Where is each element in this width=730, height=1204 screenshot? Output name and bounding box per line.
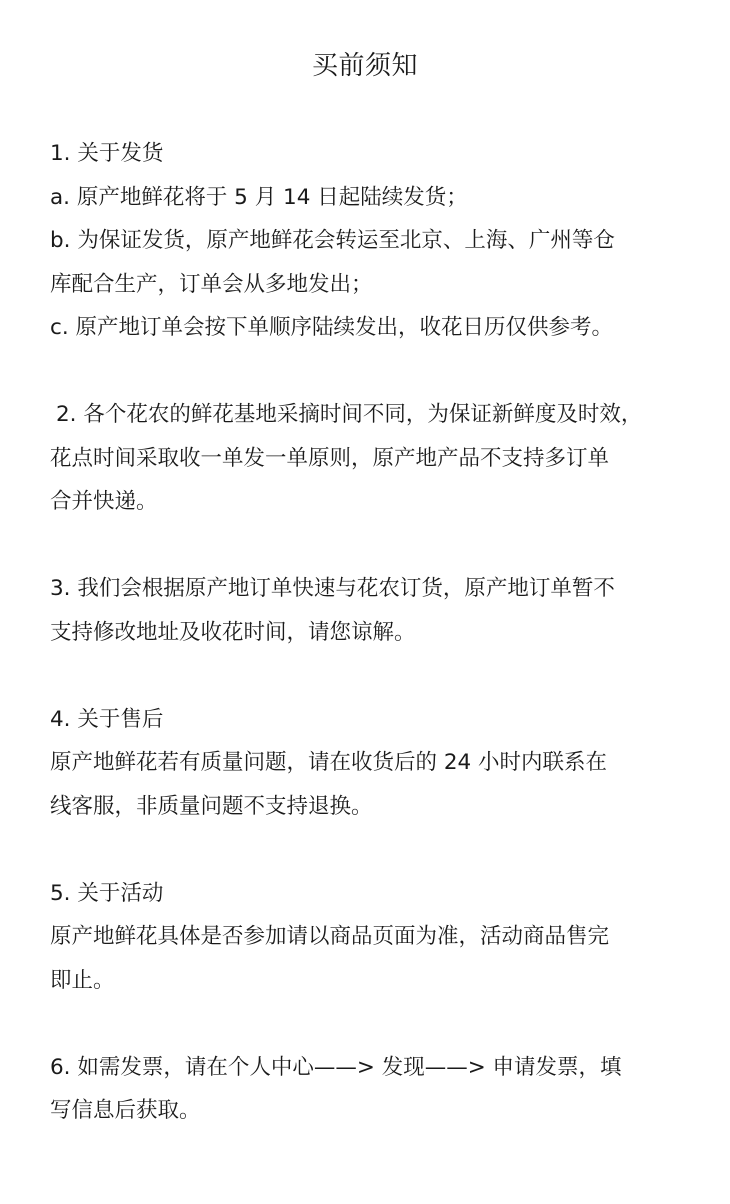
section-line: 原产地鲜花若有质量问题，请在收货后的 24 小时内联系在 bbox=[50, 750, 608, 775]
section-invoice bbox=[50, 1046, 682, 1133]
section-line: b. 为保证发货，原产地鲜花会转运至北京、上海、广州等仓 bbox=[50, 228, 615, 253]
section-line: 线客服，非质量问题不支持退换。 bbox=[50, 793, 373, 819]
section-line: 花点时间采取收一单发一单原则，原产地产品不支持多订单 bbox=[50, 445, 610, 471]
section-harvest bbox=[50, 393, 682, 524]
section-heading: 4. 关于售后 bbox=[50, 706, 164, 732]
notice-content bbox=[50, 132, 682, 1133]
section-line: 即止。 bbox=[50, 967, 115, 993]
section-heading: 5. 关于活动 bbox=[50, 880, 164, 906]
section-line: 写信息后获取。 bbox=[50, 1098, 201, 1123]
section-line: c. 原产地订单会按下单顺序陆续发出，收花日历仅供参考。 bbox=[50, 315, 613, 340]
section-line: 库配合生产，订单会从多地发出； bbox=[50, 271, 373, 297]
page-title: 买前须知 bbox=[311, 51, 418, 81]
section-after-sales bbox=[50, 698, 682, 829]
section-heading: 6. 如需发票，请在个人中心——> 发现——> 申请发票，填 bbox=[50, 1054, 622, 1080]
section-line: 支持修改地址及收花时间，请您谅解。 bbox=[50, 619, 416, 645]
section-line: 原产地鲜花具体是否参加请以商品页面为准，活动商品售完 bbox=[50, 924, 610, 949]
section-shipping bbox=[50, 132, 682, 350]
section-heading: 1. 关于发货 bbox=[50, 141, 164, 166]
section-line: a. 原产地鲜花将于 5 月 14 日起陆续发货； bbox=[50, 184, 468, 210]
section-heading: 2. 各个花农的鲜花基地采摘时间不同，为保证新鲜度及时效， bbox=[56, 402, 643, 427]
section-ordering bbox=[50, 567, 682, 654]
section-promotions bbox=[50, 872, 682, 1003]
section-line: 合并快递。 bbox=[50, 489, 158, 514]
section-heading: 3. 我们会根据原产地订单快速与花农订货，原产地订单暂不 bbox=[50, 576, 615, 601]
